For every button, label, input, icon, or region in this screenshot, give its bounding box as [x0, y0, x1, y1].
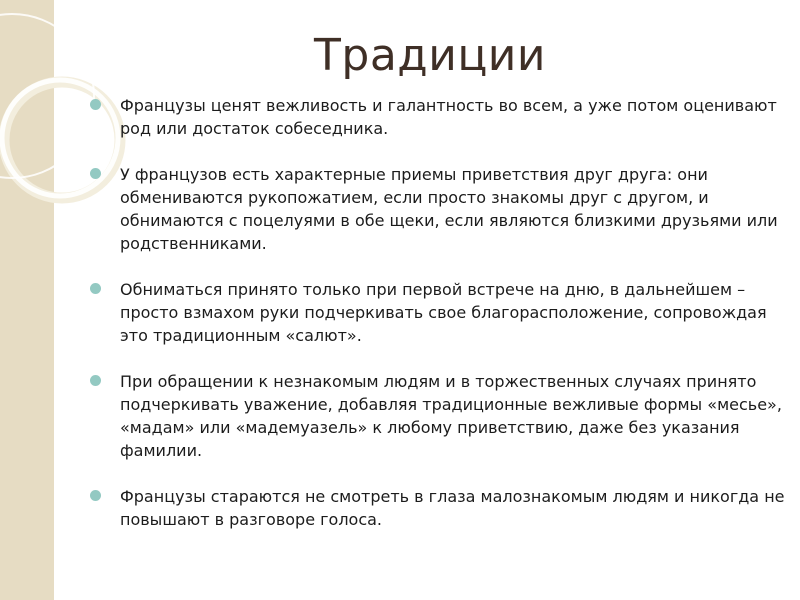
- bullet-text: Французы ценят вежливость и галантность во всем, а уже потом оценивают род или достаток собеседника.: [120, 96, 777, 138]
- bullet-text: Французы стараются не смотреть в глаза малознакомым людям и никогда не повышают в разговоре голоса.: [120, 487, 785, 529]
- slide-title: Традиции: [314, 30, 546, 81]
- bullet-item: [86, 278, 786, 347]
- bullet-dot-icon: [90, 99, 101, 110]
- bullet-item: [86, 163, 786, 255]
- bullet-text: У французов есть характерные приемы приветствия друг друга: они обмениваются рукопожатием, если просто знакомы друг с другом, и обнимаются с поцелуями в обе щеки, если являются близкими друзьями или родственниками.: [120, 165, 778, 253]
- bullet-dot-icon: [90, 490, 101, 501]
- bullet-item: [86, 94, 786, 140]
- bullet-dot-icon: [90, 283, 101, 294]
- bullet-list: [86, 94, 786, 554]
- bullet-text: Обниматься принято только при первой встрече на дню, в дальнейшем – просто взмахом руки подчеркивать свое благорасположение, сопровождая это традиционным «салют».: [120, 280, 767, 345]
- bullet-item: [86, 370, 786, 462]
- bullet-dot-icon: [90, 375, 101, 386]
- bullet-item: [86, 485, 786, 531]
- bullet-text: При обращении к незнакомым людям и в торжественных случаях принято подчеркивать уважение, добавляя традиционные вежливые формы «месье», «мадам» или «мадемуазель» к любому приветствию, даже без указания фамилии.: [120, 372, 782, 460]
- bullet-dot-icon: [90, 168, 101, 179]
